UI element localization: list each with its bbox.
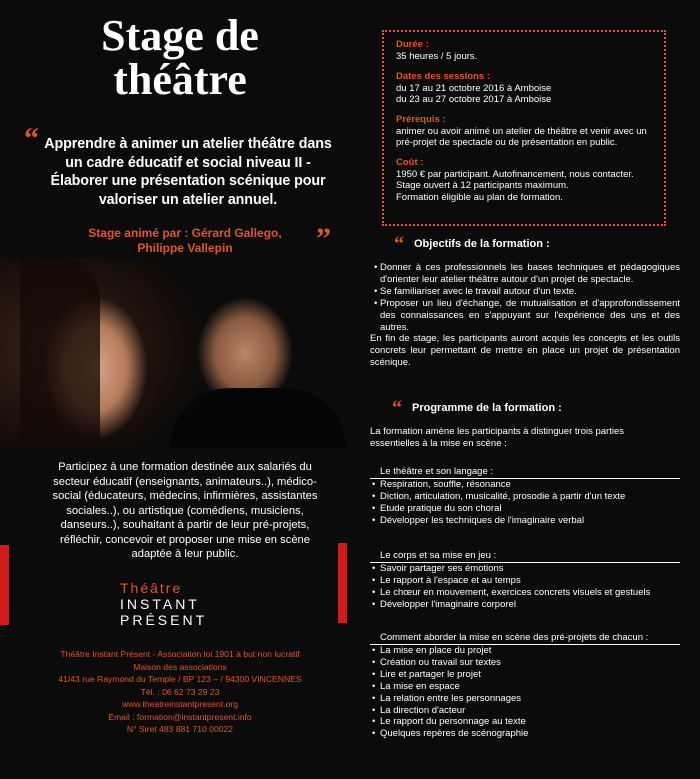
group-item: • Savoir partager ses émotions <box>380 563 680 575</box>
group-item: • Création ou travail sur textes <box>380 657 680 669</box>
footer-website-link[interactable]: www.theatreinstantpresent.org <box>121 699 239 709</box>
logo-line-2: INSTANT <box>120 596 200 612</box>
group-item: • Le rapport du personnage au texte <box>380 716 680 728</box>
objectif-item: • Donner à ces professionnels les bases techniques et pédagogiques d'orienter leur atelier théâtre autour d'un projet de spectacle. <box>380 262 680 286</box>
programme-quote-icon: “ <box>392 397 402 419</box>
footer-email-link[interactable]: Email : formation@instantpresent.info <box>108 711 252 722</box>
dates-heading: Dates des sessions : <box>396 70 490 82</box>
objectifs-conclusion: En fin de stage, les participants auront acquis les concepts et les outils concrets leur permettant de mettre en place un projet de présentation scénique. <box>370 333 680 369</box>
red-accent-bar <box>0 545 9 625</box>
group-item: • Développer les techniques de l'imaginaire verbal <box>380 515 680 527</box>
group-title: Le corps et sa mise en jeu : <box>380 550 497 561</box>
prereq-text: animer ou avoir animé un atelier de théâtre et venir avec un pré-projet de spectacle ou de présentation en public. <box>396 125 647 148</box>
programme-intro: La formation amène les participants à distinguer trois parties essentielles à la mise en scène : <box>370 426 624 449</box>
duree-text: 35 heures / 5 jours. <box>396 51 478 62</box>
footer-association: Théâtre Instant Présent - Association loi 1901 à but non lucratif <box>60 649 300 659</box>
objectifs-quote-icon: “ <box>394 233 404 255</box>
group-item: • Diction, articulation, musicalité, prosodie à partir d'un texte <box>380 491 680 503</box>
close-quote-icon: ” <box>316 222 331 255</box>
footer-phone: Tél. : 06 62 73 29 23 <box>140 686 220 697</box>
objectif-item: • Se familiariser avec le travail autour d'un texte. <box>380 286 680 298</box>
page-title <box>50 11 310 104</box>
programme-group-mise-en-scene <box>370 632 680 740</box>
objectifs-heading: Objectifs de la formation : <box>414 238 550 250</box>
group-item: • Développer l'imaginaire corporel <box>380 599 680 611</box>
objectif-item: • Proposer un lieu d'échange, de mutualisation et d'approfondissement des connaissances en s'appuyant sur l'expérience des uns et des autres. <box>380 298 680 334</box>
cout-line-2: Stage ouvert à 12 participants maximum. <box>396 180 569 191</box>
logo <box>120 580 240 628</box>
programme-group-corps <box>370 550 680 611</box>
group-item: • Quelques repères de scénographie <box>380 728 680 740</box>
footer-maison: Maison des associations <box>133 661 227 672</box>
footer-siret: N° Siret 483 881 710 00022 <box>126 724 234 734</box>
group-item: • La mise en espace <box>380 681 680 693</box>
logo-line-1: Théâtre <box>120 580 183 596</box>
programme-group-langage <box>370 466 680 527</box>
photo-hair-shadow <box>20 258 100 448</box>
photo-shirt-shadow <box>170 388 346 448</box>
footer-address: 41/43 rue Raymond du Temple / BP 123 – / 94300 VINCENNES <box>58 674 302 684</box>
group-title: Le théâtre et son langage : <box>380 466 494 477</box>
dates-session-2: du 23 au 27 octobre 2017 à Amboise <box>396 94 552 105</box>
animator-line-2: Philippe Vallepin <box>137 241 233 255</box>
group-item: • Le chœur en mouvement, exercices concrets visuels et gestuels <box>380 587 680 599</box>
intro-text: Participez à une formation destinée aux salariés du secteur éducatif (enseignants, animateurs..), médico-social (éducateurs, médecins, infirmières, assistantes sociales..), ou artistique (comédiens, musiciens, danseurs..), souhaitant à partir de leur pré-projets, réfléchir, concevoir et proposer une mise en scène adaptée à leur public. <box>52 461 318 560</box>
logo-line-3: PRÉSENT <box>120 612 208 628</box>
photo <box>0 258 346 448</box>
title-line-1: Stage de <box>101 11 259 60</box>
title-line-2: théâtre <box>113 55 247 104</box>
dates-session-1: du 17 au 21 octobre 2016 à Amboise <box>396 82 552 94</box>
cout-heading: Coût : <box>396 156 424 168</box>
info-box <box>382 30 666 226</box>
group-item: • Respiration, souffle, résonance <box>380 479 680 491</box>
cout-line-1: 1950 € par participant. Autofinancement, nous contacter. <box>396 168 634 180</box>
group-item: • La mise en place du projet <box>380 645 680 657</box>
group-item: • La direction d'acteur <box>380 705 680 717</box>
programme-heading: Programme de la formation : <box>412 402 562 414</box>
open-quote-icon: “ <box>24 122 39 155</box>
prereq-heading: Prérequis : <box>396 113 446 125</box>
group-item: • Etude pratique du son choral <box>380 503 680 515</box>
cout-line-3: Formation éligible au plan de formation. <box>396 191 563 203</box>
animator-credit <box>60 226 310 256</box>
red-accent-bar <box>338 543 347 623</box>
group-title: Comment aborder la mise en scène des pré-projets de chacun : <box>380 632 649 643</box>
group-item: • Lire et partager le projet <box>380 669 680 681</box>
duree-heading: Durée : <box>396 39 429 50</box>
subtitle: Apprendre à animer un atelier théâtre dans un cadre éducatif et social niveau II - Élaborer une présentation scénique pour valoriser un atelier annuel. <box>44 136 332 208</box>
footer-contact <box>20 648 340 736</box>
animator-line-1: Stage animé par : Gérard Gallego, <box>88 226 282 240</box>
group-item: • La relation entre les personnages <box>380 693 680 705</box>
objectifs-list <box>370 262 680 369</box>
group-item: • Le rapport à l'espace et au temps <box>380 575 680 587</box>
